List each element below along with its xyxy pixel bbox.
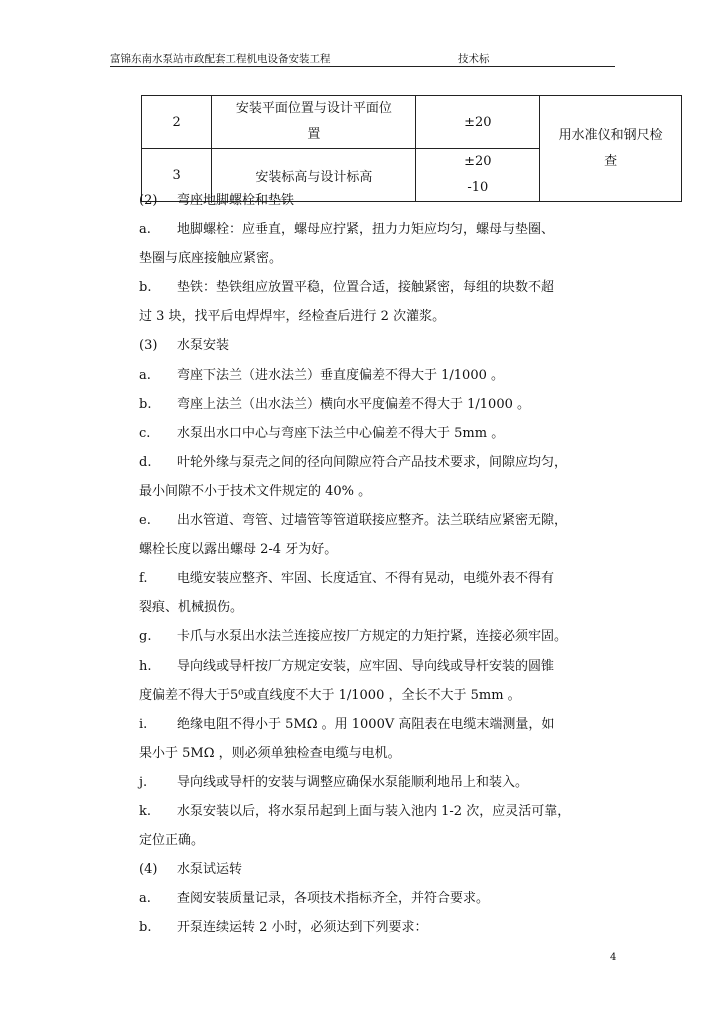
text-line — [139, 768, 624, 797]
row-number: 3 — [142, 149, 212, 202]
item-marker: (4) — [139, 862, 158, 878]
line-text: 弯座下法兰（进水法兰）垂直度偏差不得大于 1/1000 。 — [177, 367, 504, 383]
check-item-line: 安装平面位置与设计平面位 — [235, 101, 392, 116]
item-marker: b. — [139, 280, 152, 296]
page-number: 4 — [610, 952, 617, 963]
tolerance-line: -10 — [467, 180, 489, 195]
line-text: 最小间隙不小于技术文件规定的 40% 。 — [139, 483, 372, 499]
document-body — [139, 186, 624, 942]
text-line — [139, 535, 624, 564]
text-line — [139, 797, 624, 826]
text-line — [139, 302, 624, 331]
item-marker: a. — [139, 222, 151, 238]
line-text: 开泵连续运转 2 小时，必须达到下列要求： — [177, 920, 428, 936]
text-line — [139, 448, 624, 477]
line-text: 电缆安装应整齐、牢固、长度适宜、不得有晃动，电缆外表不得有 — [177, 571, 555, 587]
check-item — [212, 96, 416, 149]
text-line — [139, 419, 624, 448]
line-text: 过 3 块，找平后电焊焊牢，经检查后进行 2 次灌浆。 — [139, 309, 446, 325]
item-marker: g. — [139, 629, 152, 645]
text-line — [139, 244, 624, 273]
line-text: 果小于 5MΩ ，则必须单独检查电缆与电机。 — [139, 745, 401, 761]
line-text: 定位正确。 — [139, 833, 205, 849]
tolerance-line: ±20 — [464, 154, 492, 169]
row-number: 2 — [142, 96, 212, 149]
text-line — [139, 913, 624, 942]
table-row — [142, 96, 682, 149]
line-text: 螺栓长度以露出螺母 2-4 牙为好。 — [139, 542, 338, 558]
check-item: 安装标高与设计标高 — [212, 149, 416, 202]
line-text: 出水管道、弯管、过墙管等管道联接应整齐。法兰联结应紧密无隙， — [177, 513, 568, 529]
line-text: 叶轮外缘与泵壳之间的径向间隙应符合产品技术要求，间隙应均匀， — [177, 454, 568, 470]
line-text: 绝缘电阻不得小于 5MΩ 。用 1000V 高阻表在电缆末端测量，如 — [177, 716, 555, 732]
line-text: 导向线或导杆按厂方规定安装，应牢固、导向线或导杆安装的圆锥 — [177, 658, 555, 674]
text-line — [139, 826, 624, 855]
item-marker: d. — [139, 454, 152, 470]
line-text: 弯座地脚螺栓和垫铁 — [177, 193, 295, 208]
document-type: 技术标 — [458, 53, 490, 65]
line-text: 水泵试运转 — [177, 862, 243, 878]
text-line — [139, 710, 624, 739]
line-text: 裂痕、机械损伤。 — [139, 600, 244, 616]
item-marker: c. — [139, 425, 151, 441]
text-line — [139, 652, 624, 681]
line-text: 导向线或导杆的安装与调整应确保水泵能顺利地吊上和装入。 — [177, 774, 529, 790]
line-text: 度偏差不得大于5⁰或直线度不大于 1/1000 ，全长不大于 5mm 。 — [139, 687, 521, 703]
item-marker: (3) — [139, 338, 158, 354]
item-marker: j. — [139, 774, 148, 790]
line-text: 地脚螺栓：应垂直，螺母应拧紧，扭力力矩应均匀，螺母与垫圈、 — [177, 222, 555, 238]
text-line — [139, 361, 624, 390]
line-text: 弯座上法兰（出水法兰）横向水平度偏差不得大于 1/1000 。 — [177, 396, 530, 412]
text-line — [139, 215, 624, 244]
project-title: 富锦东南水泵站市政配套工程机电设备安装工程 — [110, 53, 331, 65]
text-line — [139, 855, 624, 884]
item-marker: i. — [139, 716, 148, 732]
check-method-line: 查 — [604, 153, 618, 169]
text-line — [139, 273, 624, 302]
text-line — [139, 331, 624, 360]
line-text: 水泵安装以后，将水泵吊起到上面与装入池内 1-2 次，应灵活可靠， — [177, 803, 571, 819]
text-line — [139, 477, 624, 506]
text-line — [139, 186, 624, 215]
line-text: 水泵安装 — [177, 338, 230, 354]
line-text: 垫圈与底座接触应紧密。 — [139, 251, 283, 267]
line-text: 水泵出水口中心与弯座下法兰中心偏差不得大于 5mm 。 — [177, 425, 505, 441]
check-item-line: 置 — [307, 127, 321, 142]
text-line — [139, 564, 624, 593]
line-text: 查阅安装质量记录，各项技术指标齐全，并符合要求。 — [177, 891, 490, 907]
item-marker: a. — [139, 367, 151, 383]
item-marker: k. — [139, 803, 152, 819]
item-marker: h. — [139, 658, 152, 674]
text-line — [139, 622, 624, 651]
tolerance-value: ±20 — [416, 96, 540, 149]
item-marker: f. — [139, 571, 148, 587]
text-line — [139, 739, 624, 768]
item-marker: (2) — [139, 193, 158, 208]
check-method-line: 用水准仪和钢尺检 — [558, 127, 663, 143]
item-marker: e. — [139, 513, 151, 529]
text-line — [139, 390, 624, 419]
item-marker: a. — [139, 891, 151, 907]
text-line — [139, 593, 624, 622]
line-text: 垫铁：垫铁组应放置平稳，位置合适，接触紧密，每组的块数不超 — [177, 280, 555, 296]
line-text: 卡爪与水泵出水法兰连接应按厂方规定的力矩拧紧，连接必须牢固。 — [177, 629, 568, 645]
item-marker: b. — [139, 920, 152, 936]
text-line — [139, 681, 624, 710]
page-header — [110, 50, 615, 67]
text-line — [139, 884, 624, 913]
item-marker: b. — [139, 396, 152, 412]
text-line — [139, 506, 624, 535]
